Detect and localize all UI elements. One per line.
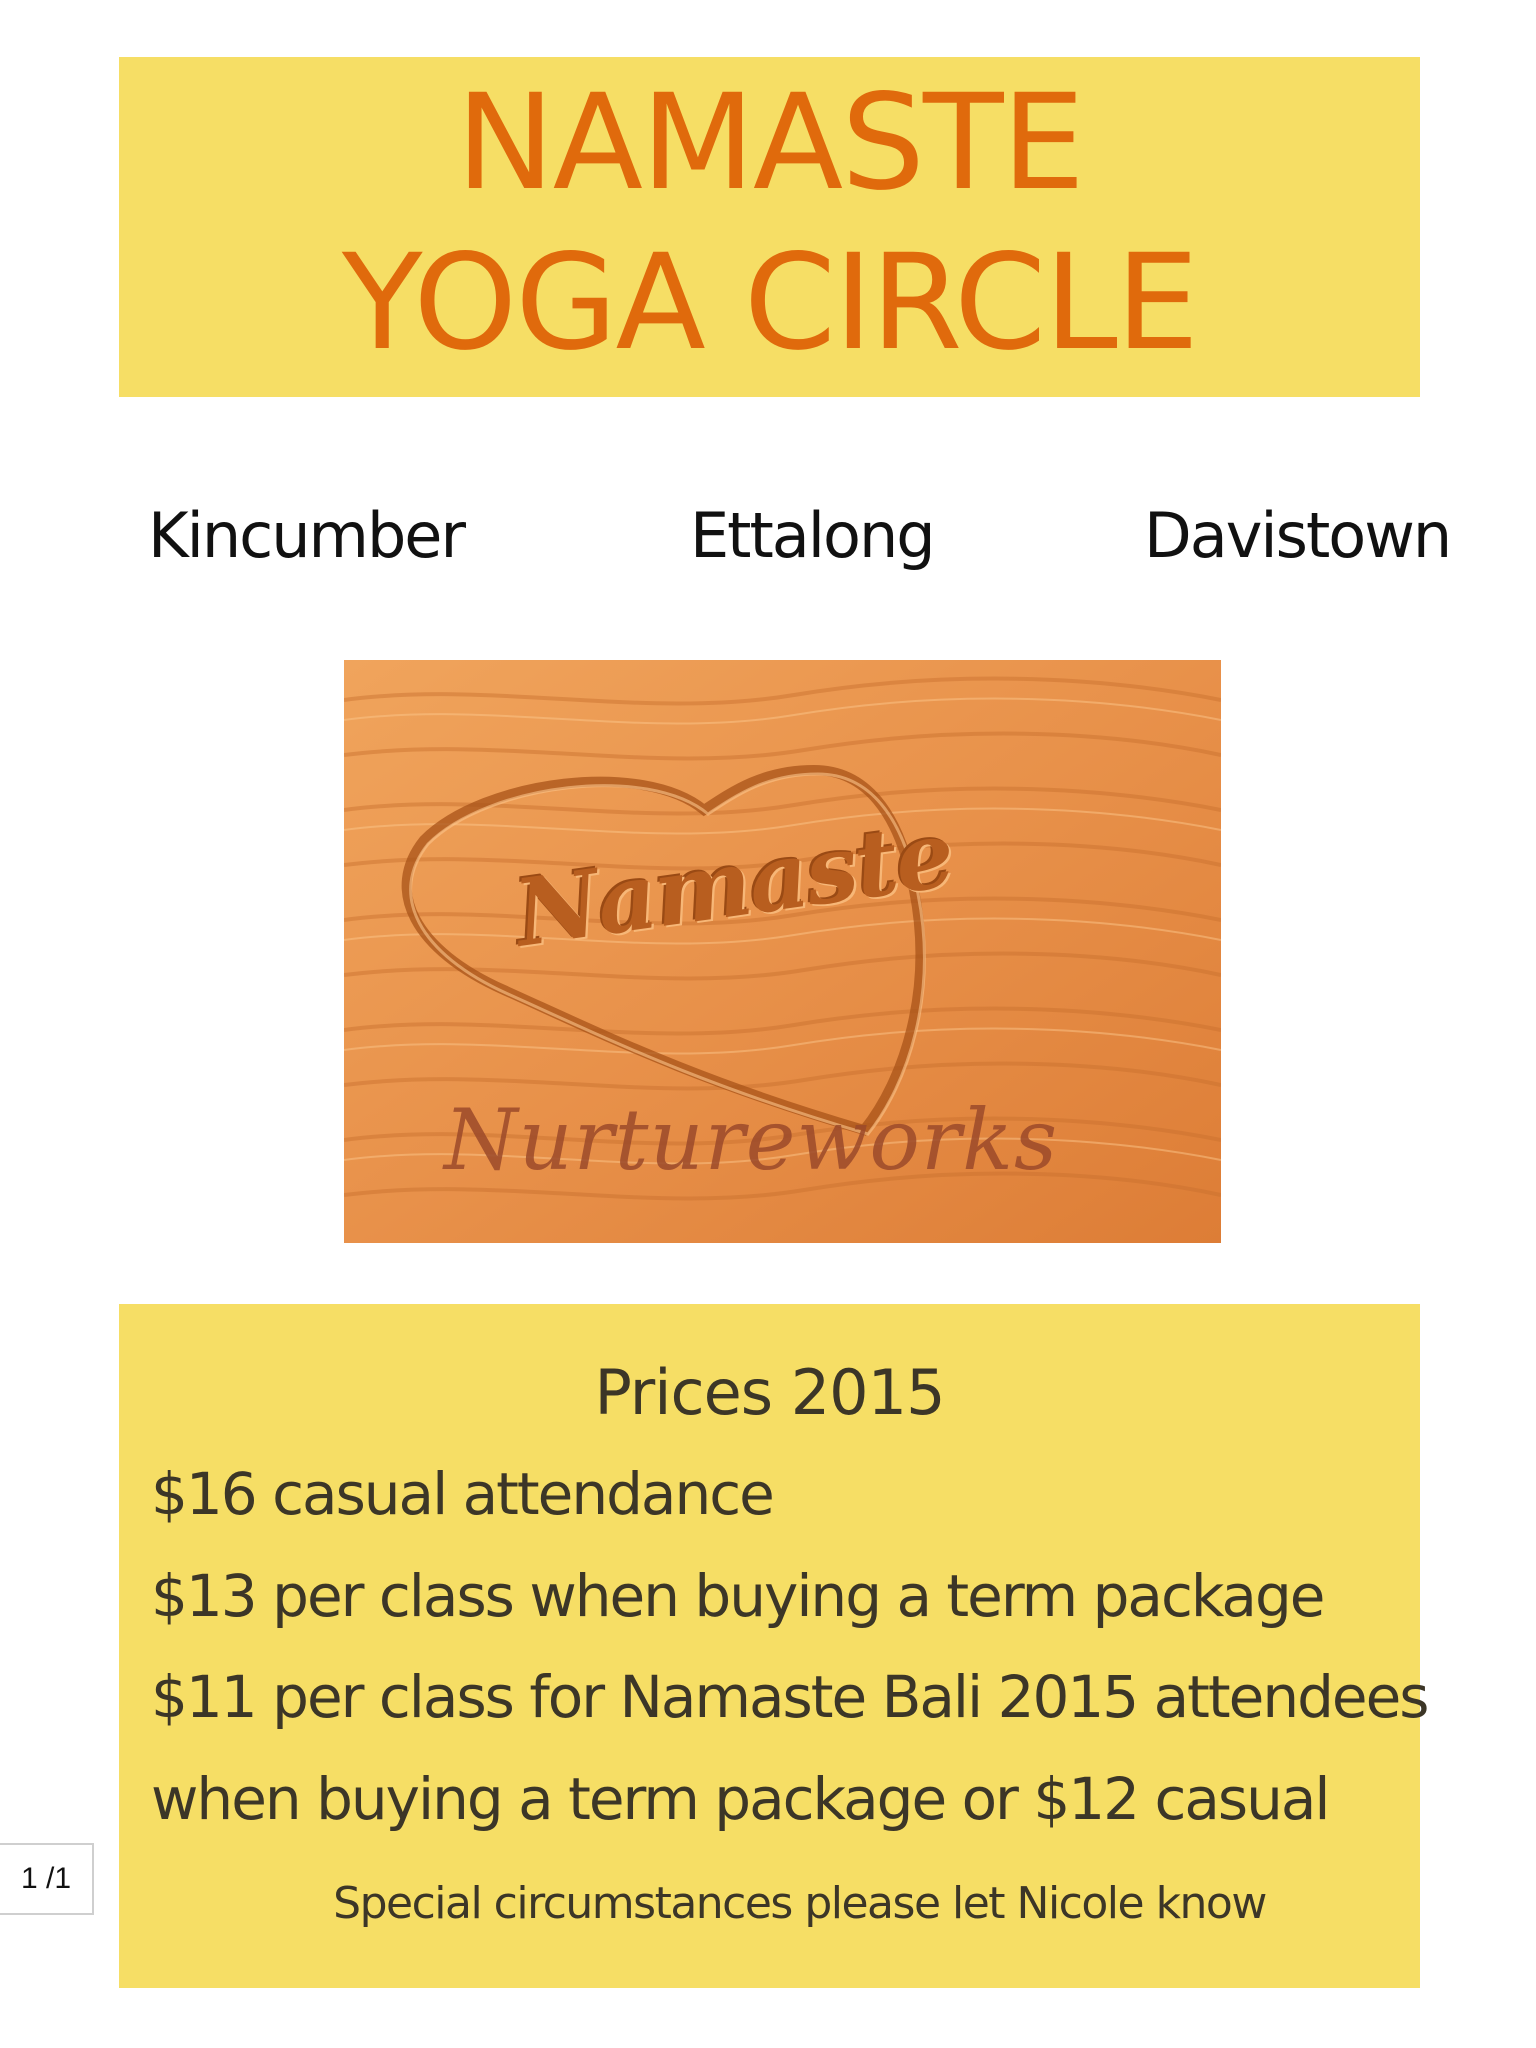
price-line-bali-attendees: $11 per class for Namaste Bali 2015 attendees	[151, 1663, 1428, 1731]
prices-panel	[119, 1304, 1428, 1988]
location-kincumber: Kincumber	[148, 499, 464, 572]
price-line-bali-casual: when buying a term package or $12 casual	[151, 1765, 1329, 1833]
location-ettalong: Ettalong	[690, 499, 934, 572]
page-indicator: 1 /1	[0, 1843, 94, 1915]
price-line-term-package: $13 per class when buying a term package	[151, 1562, 1324, 1630]
namaste-sand-heart-image	[344, 660, 1221, 1243]
sand-namaste-text: Namaste	[508, 799, 959, 968]
title-line-1: NAMASTE	[455, 66, 1084, 220]
price-line-casual: $16 casual attendance	[151, 1460, 773, 1528]
prices-heading: Prices 2015	[594, 1356, 945, 1429]
title-banner	[119, 57, 1420, 397]
nurtureworks-brand-text: Nurtureworks	[444, 1091, 1059, 1189]
locations-row	[0, 496, 1536, 576]
special-circumstances-note: Special circumstances please let Nicole know	[333, 1878, 1266, 1929]
location-davistown: Davistown	[1144, 499, 1451, 572]
title-line-2: YOGA CIRCLE	[341, 226, 1198, 380]
